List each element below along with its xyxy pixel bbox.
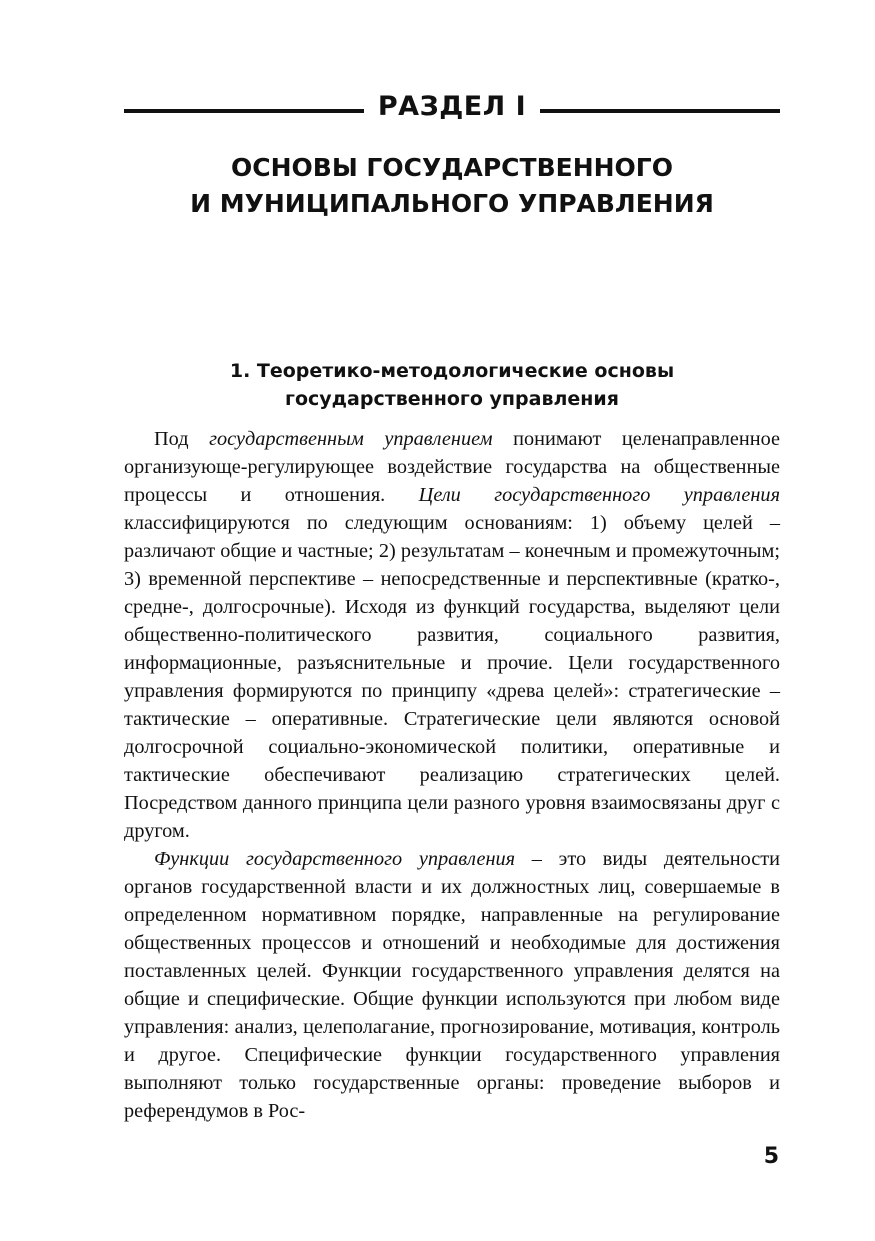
p1-text-1: Под [154,428,210,450]
p2-text-1: – это виды деятельности органов государственной власти и их должностных лиц, совершаемые в определенном нормативном порядке, направленные на регулирование общественных процессов и отношений и необходимые для достижения поставленных целей. Функции государственного управления делятся на общие и специфические. Общие функции используются при любом виде управления: анализ, целеполагание, прогнозирование, мотивация, контроль и другое. Специфические функции государственного управления выполняют только государственные органы: проведение выборов и референдумов в Рос- [124,848,780,1122]
header-rule-right [540,109,780,113]
chapter-title-line-1: 1. Теоретико-методологические основы [229,360,675,382]
p2-term-1: Функции государственного управления [154,848,516,870]
p1-term-2: Цели государственного управления [418,484,780,506]
p1-term-1: государственным управлением [209,428,493,450]
paragraph-2 [124,845,780,1125]
part-title [124,150,780,222]
p1-text-2: понимают целенаправленное организующе-регулирующее воздействие государства на общественные процессы и отношения. [124,428,780,506]
chapter-title-line-2: государственного управления [285,388,619,410]
p1-text-3: классифицируются по следующим основаниям: 1) объему целей – различают общие и частные; 2) результатам – конечным и промежуточным; 3) временной перспективе – непосредственные и перспективные (кратко-, средне-, долгосрочные). Исходя из функций государства, выделяют цели общественно-политического развития, социального развития, информационные, разъяснительные и прочие. Цели государственного управления формируются по принципу «древа целей»: стратегические – тактические – оперативные. Стратегические цели являются основой долгосрочной социально-экономической политики, оперативные и тактические обеспечивают реализацию стратегических целей. Посредством данного принципа цели разного уровня взаимосвязаны друг с другом. [124,512,780,842]
header-rule-left [124,109,364,113]
part-title-line-1: ОСНОВЫ ГОСУДАРСТВЕННОГО [231,153,673,182]
page-number: 5 [763,1144,779,1169]
chapter-title [124,357,780,413]
section-header [124,86,780,126]
body-text [124,425,780,1125]
paragraph-1 [124,425,780,845]
part-title-line-2: И МУНИЦИПАЛЬНОГО УПРАВЛЕНИЯ [190,189,714,218]
section-label: РАЗДЕЛ I [377,90,527,122]
